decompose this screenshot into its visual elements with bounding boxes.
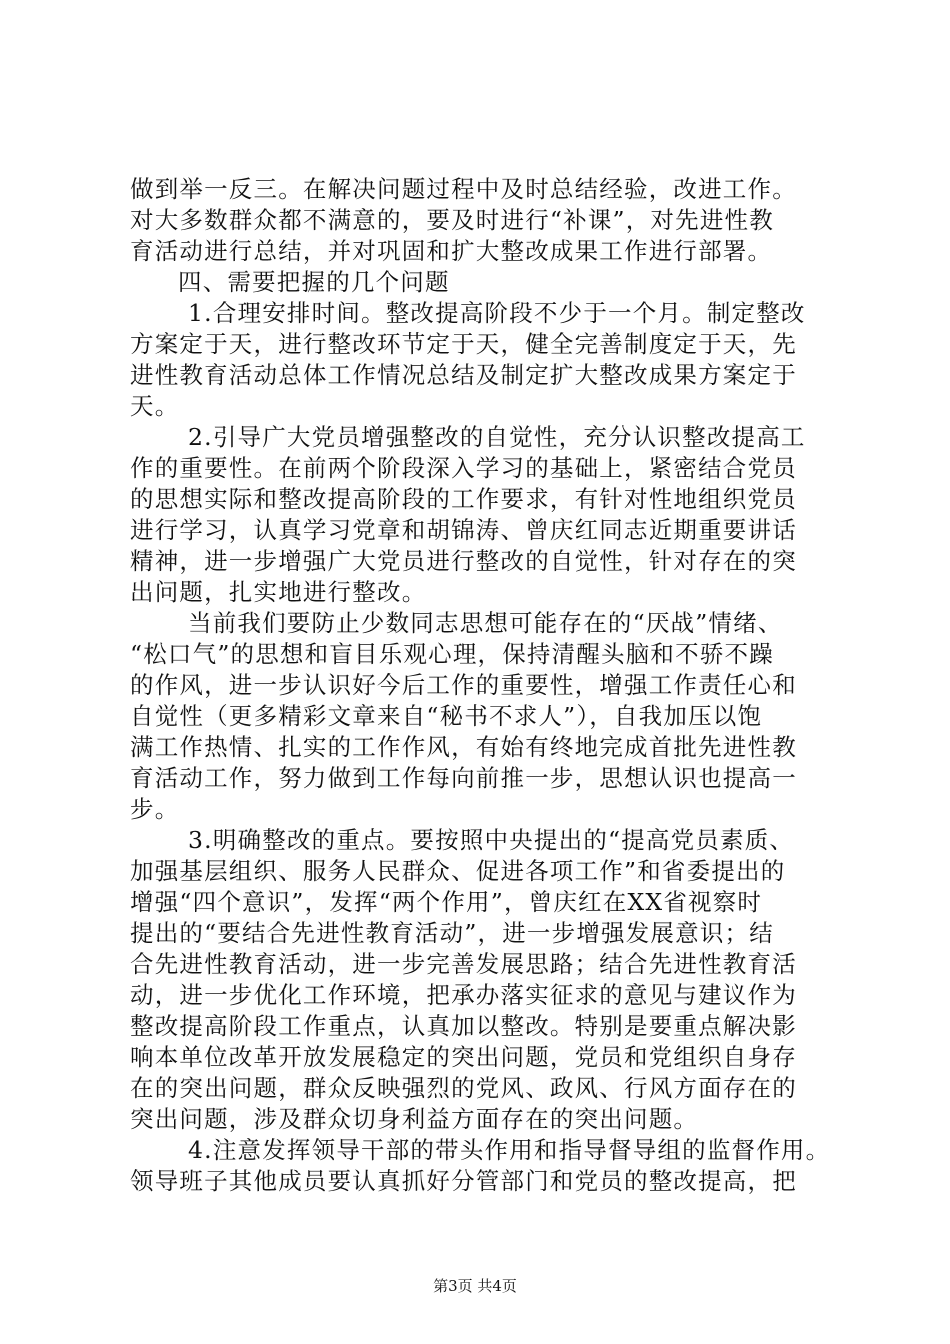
text-line: 当前我们要防止少数同志思想可能存在的“厌战”情绪、 (188, 609, 783, 637)
text-line: 育活动进行总结，并对巩固和扩大整改成果工作进行部署。 (130, 237, 773, 265)
text-line: “松口气”的思想和盲目乐观心理，保持清醒头脑和不骄不躁 (130, 640, 774, 668)
text-line: 2.引导广大党员增强整改的自觉性，充分认识整改提高工 (188, 423, 806, 451)
text-line: 育活动工作，努力做到工作每向前推一步，思想认识也提高一 (130, 764, 797, 792)
text-line: 满工作热情、扎实的工作作风，有始有终地完成首批先进性教 (130, 733, 797, 761)
text-line: 在的突出问题，群众反映强烈的党风、政风、行风方面存在的 (130, 1074, 797, 1102)
text-line: 3.明确整改的重点。要按照中央提出的“提高党员素质、 (188, 826, 795, 854)
text-line: 整改提高阶段工作重点，认真加以整改。特别是要重点解决影 (130, 1012, 797, 1040)
text-line: 增强“四个意识”，发挥“两个作用”，曾庆红在XX省视察时 (130, 888, 763, 916)
text-line: 加强基层组织、服务人民群众、促进各项工作”和省委提出的 (130, 857, 786, 885)
text-line: 的思想实际和整改提高阶段的工作要求，有针对性地组织党员 (130, 485, 797, 513)
text-line: 1.合理安排时间。整改提高阶段不少于一个月。制定整改 (188, 299, 806, 327)
text-line: 4.注意发挥领导干部的带头作用和指导督导组的监督作用。 (188, 1136, 831, 1164)
text-line: 四、需要把握的几个问题 (178, 268, 450, 296)
text-line: 合先进性教育活动，进一步完善发展思路；结合先进性教育活 (130, 950, 797, 978)
text-line: 作的重要性。在前两个阶段深入学习的基础上，紧密结合党员 (130, 454, 797, 482)
text-line: 的作风，进一步认识好今后工作的重要性，增强工作责任心和 (130, 671, 797, 699)
text-line: 出问题，扎实地进行整改。 (130, 578, 427, 606)
text-line: 天。 (130, 392, 180, 420)
text-line: 动，进一步优化工作环境，把承办落实征求的意见与建议作为 (130, 981, 797, 1009)
page-number: 第3页 共4页 (433, 1277, 517, 1295)
text-line: 精神，进一步增强广大党员进行整改的自觉性，针对存在的突 (130, 547, 797, 575)
text-line: 步。 (130, 795, 180, 823)
text-line: 做到举一反三。在解决问题过程中及时总结经验，改进工作。 (130, 175, 797, 203)
text-line: 进行学习，认真学习党章和胡锦涛、曾庆红同志近期重要讲话 (130, 516, 797, 544)
text-line: 突出问题，涉及群众切身利益方面存在的突出问题。 (130, 1105, 699, 1133)
text-line: 对大多数群众都不满意的，要及时进行“补课”，对先进性教 (130, 206, 774, 234)
text-line: 响本单位改革开放发展稳定的突出问题，党员和党组织自身存 (130, 1043, 797, 1071)
text-line: 自觉性（更多精彩文章来自“秘书不求人”），自我加压以饱 (130, 702, 763, 730)
document-body (130, 174, 834, 1197)
text-line: 方案定于天，进行整改环节定于天，健全完善制度定于天，先 (130, 330, 797, 358)
text-line: 进性教育活动总体工作情况总结及制定扩大整改成果方案定于 (130, 361, 797, 389)
text-line: 提出的“要结合先进性教育活动”，进一步增强发展意识；结 (130, 919, 774, 947)
text-line: 领导班子其他成员要认真抓好分管部门和党员的整改提高，把 (130, 1167, 797, 1195)
